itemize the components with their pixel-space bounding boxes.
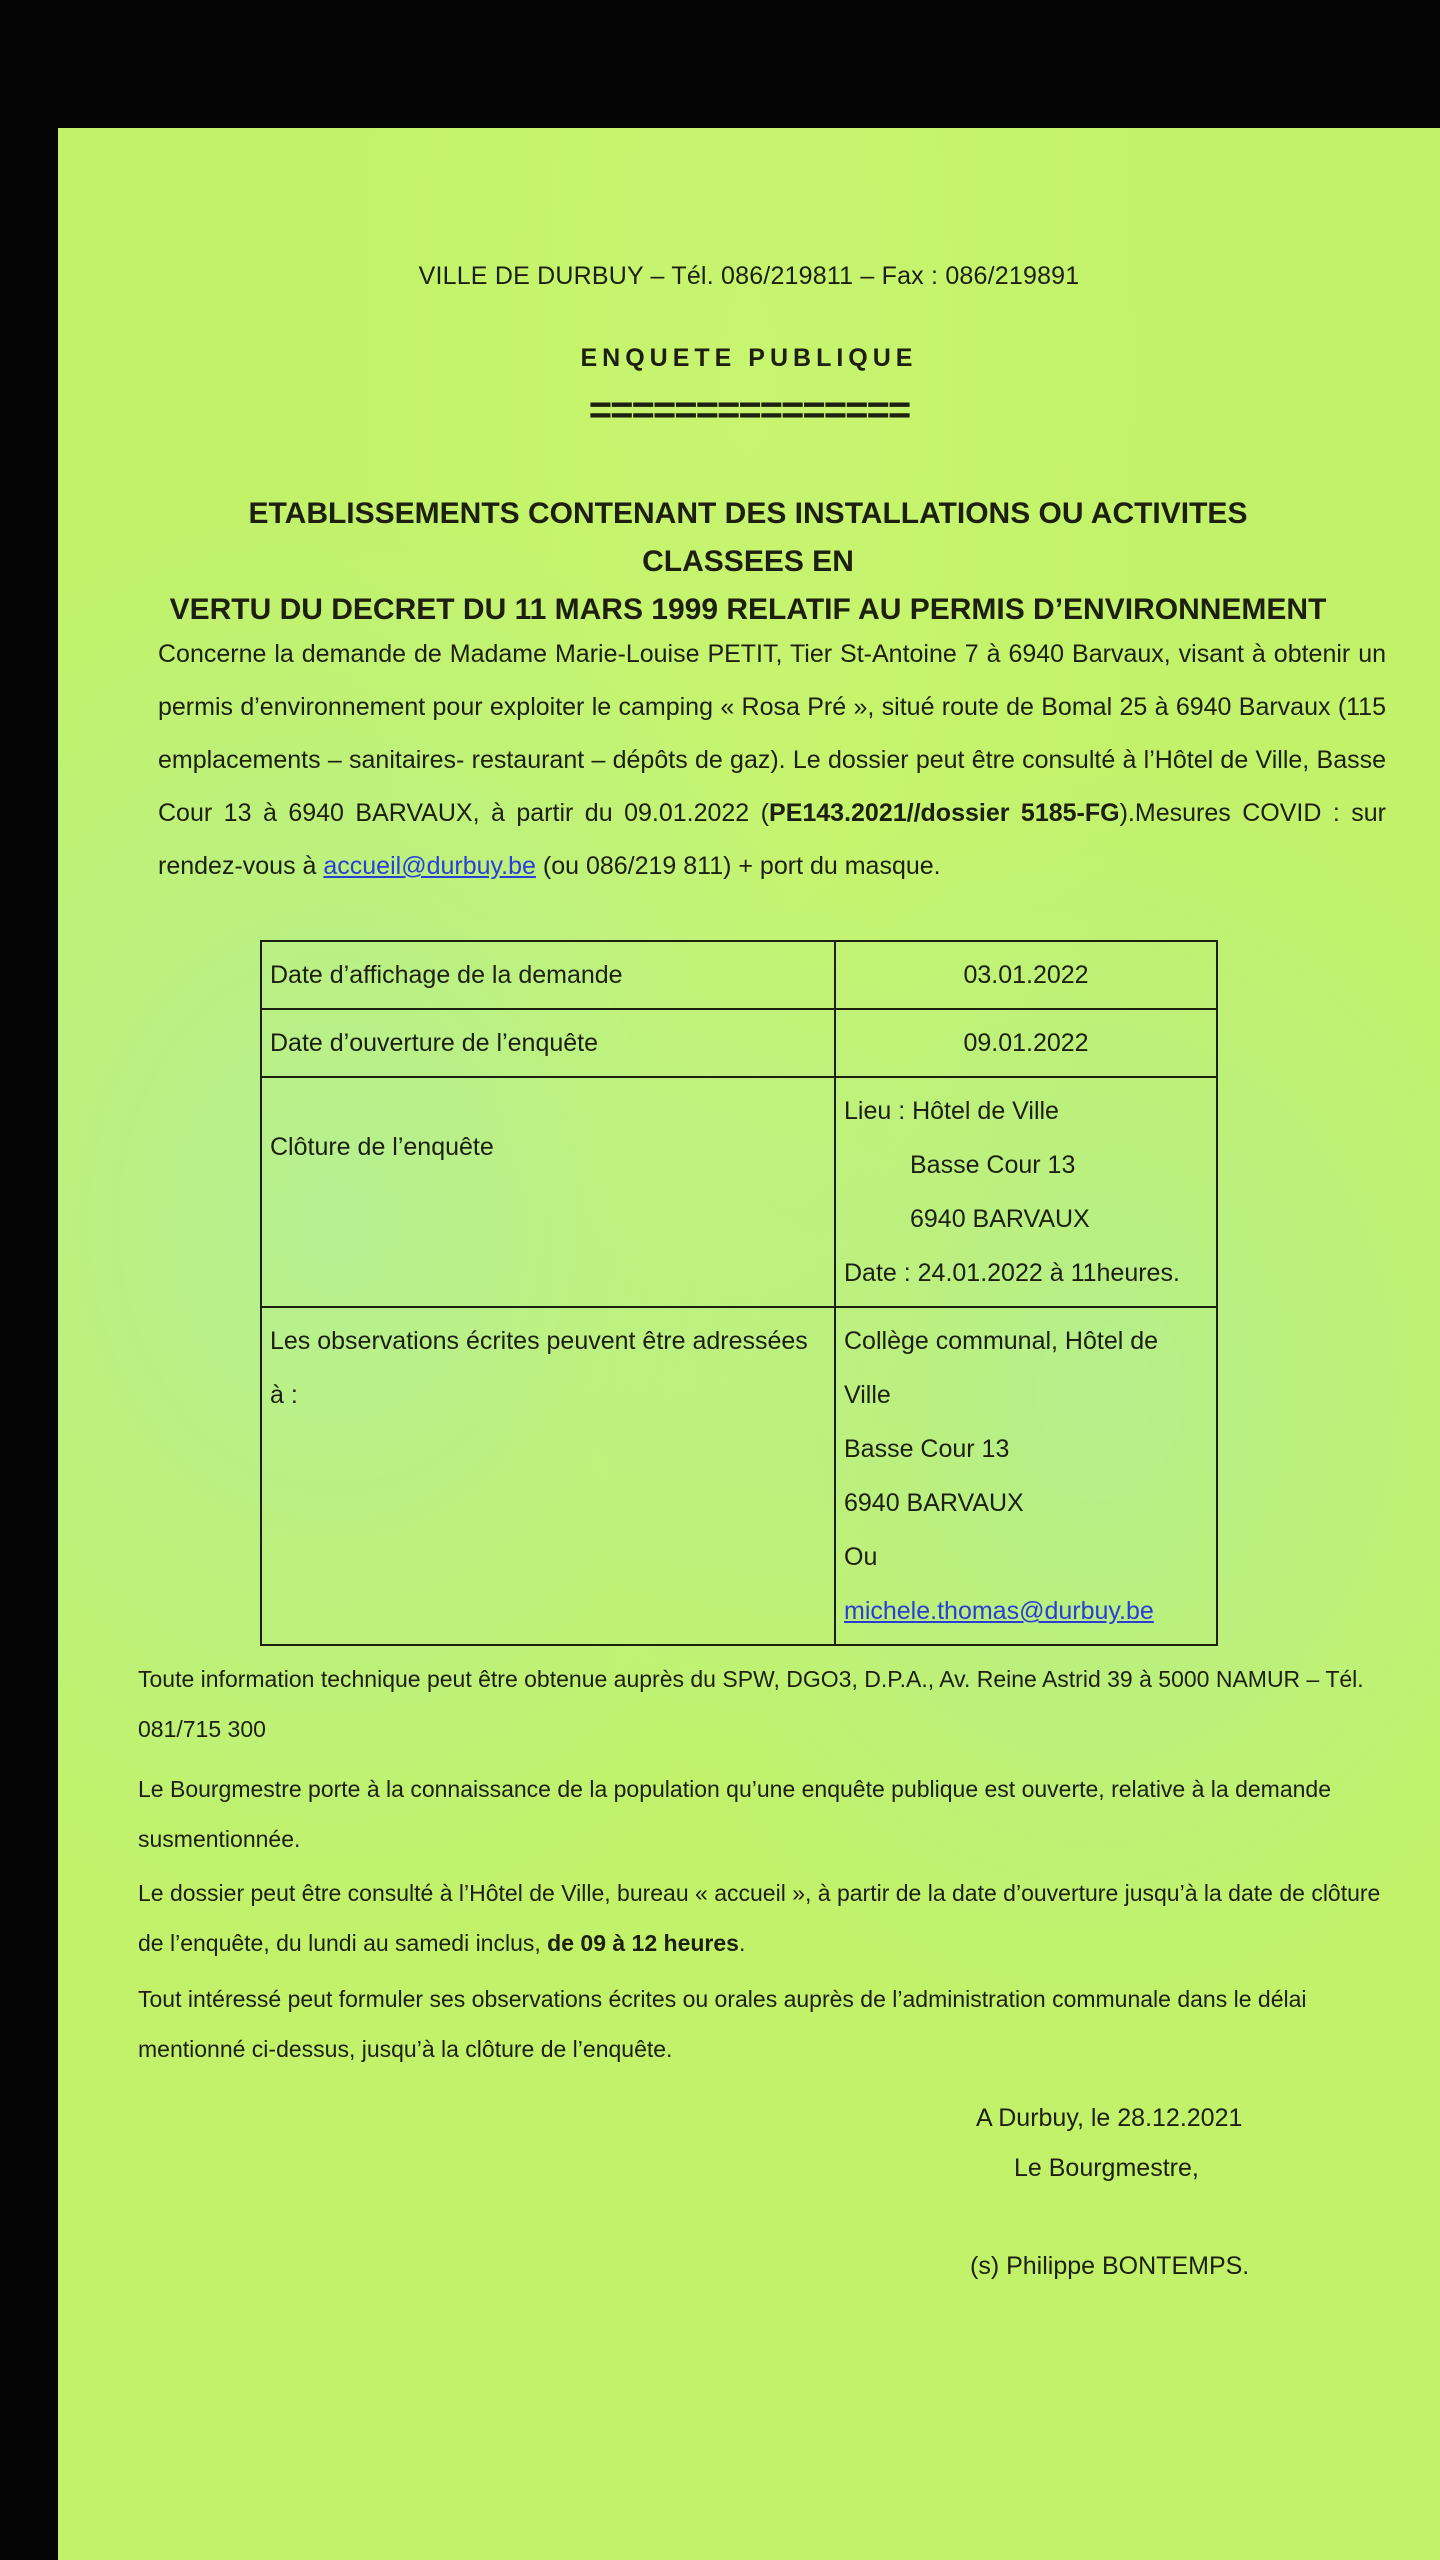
dossier-reference: PE143.2021//dossier 5185-FG	[769, 799, 1120, 827]
consultation-text-a: Le dossier peut être consulté à l’Hôtel de Ville, bureau « accueil », à partir de la date d’ouverture jusqu’à la date de clôture de l’enquête, du lundi au samedi inclus,	[138, 1880, 1381, 1956]
separator-rule: ===============	[588, 388, 910, 432]
signatory-role: Le Bourgmestre,	[1014, 2154, 1199, 2182]
affichage-label: Date d’affichage de la demande	[261, 941, 835, 1009]
affichage-value: 03.01.2022	[835, 941, 1217, 1009]
intro-text-a: Concerne la demande de Madame Marie-Louise PETIT, Tier St-Antoine 7 à 6940 Barvaux, visant à obtenir un permis d’environnement pour exploiter le camping « Rosa Pré », situé route de Bomal 25 à 6940 Barvaux (115 emplacements – sanitaires- restaurant – dépôts de gaz). Le dossier peut être consulté à l’Hôtel de Ville, Basse Cour 13 à 6940 BARVAUX, à partir du 09.01.2022 (	[158, 640, 1386, 827]
table-row	[261, 1009, 1217, 1077]
signatory-name: (s) Philippe BONTEMPS.	[970, 2252, 1250, 2280]
consultation-hours: de 09 à 12 heures	[547, 1930, 739, 1956]
intro-paragraph	[158, 628, 1386, 893]
cloture-date: Date : 24.01.2022 à 11heures.	[844, 1259, 1180, 1287]
observations-label: Les observations écrites peuvent être adressées à :	[261, 1307, 835, 1645]
consultation-text-c: .	[738, 1930, 746, 1956]
place-date: A Durbuy, le 28.12.2021	[976, 2104, 1243, 2132]
ouverture-label: Date d’ouverture de l’enquête	[261, 1009, 835, 1077]
observations-line-3: 6940 BARVAUX	[844, 1489, 1024, 1517]
title-line-2: VERTU DU DECRET DU 11 MARS 1999 RELATIF AU PERMIS D’ENVIRONNEMENT	[169, 593, 1327, 626]
notice-sheet	[58, 128, 1440, 2560]
cloture-label	[261, 1077, 835, 1307]
ouverture-value: 09.01.2022	[835, 1009, 1217, 1077]
title-line-1: ETABLISSEMENTS CONTENANT DES INSTALLATIONS OU ACTIVITES CLASSEES EN	[248, 497, 1248, 578]
observations-value	[835, 1307, 1217, 1645]
observations-email-link[interactable]: michele.thomas@durbuy.be	[844, 1597, 1154, 1625]
observations-paragraph: Tout intéressé peut formuler ses observations écrites ou orales auprès de l’administration communale dans le délai mentionné ci-dessus, jusqu’à la clôture de l’enquête.	[138, 1986, 1307, 2062]
enquete-table	[260, 940, 1218, 1646]
notice-title	[168, 490, 1328, 634]
observations-line-2: Basse Cour 13	[844, 1435, 1010, 1463]
cloture-label-text: Clôture de l’enquête	[270, 1133, 494, 1161]
cloture-addr-1: Basse Cour 13	[910, 1151, 1076, 1179]
table-row	[261, 1307, 1217, 1645]
intro-text-b: ).Mesures COVID : sur rendez-vous à	[158, 799, 1386, 880]
intro-text-c: (ou 086/219 811) + port du masque.	[535, 852, 941, 880]
table-row	[261, 1077, 1217, 1307]
consultation-paragraph	[138, 1868, 1388, 1968]
bourgmestre-paragraph: Le Bourgmestre porte à la connaissance de la population qu’une enquête publique est ouverte, relative à la demande susmentionnée.	[138, 1776, 1331, 1852]
technical-info-paragraph: Toute information technique peut être obtenue auprès du SPW, DGO3, D.P.A., Av. Reine Astrid 39 à 5000 NAMUR – Tél. 081/715 300	[138, 1666, 1364, 1742]
cloture-lieu: Lieu : Hôtel de Ville	[844, 1097, 1059, 1125]
observations-line-4: Ou	[844, 1543, 878, 1571]
cloture-addr-2: 6940 BARVAUX	[910, 1205, 1090, 1233]
observations-line-1: Collège communal, Hôtel de Ville	[844, 1327, 1159, 1409]
contact-header: VILLE DE DURBUY – Tél. 086/219811 – Fax : 086/219891	[418, 262, 1080, 290]
accueil-email-link[interactable]: accueil@durbuy.be	[323, 852, 536, 880]
notice-kind: ENQUETE PUBLIQUE	[580, 344, 918, 372]
cloture-value	[835, 1077, 1217, 1307]
table-row	[261, 941, 1217, 1009]
